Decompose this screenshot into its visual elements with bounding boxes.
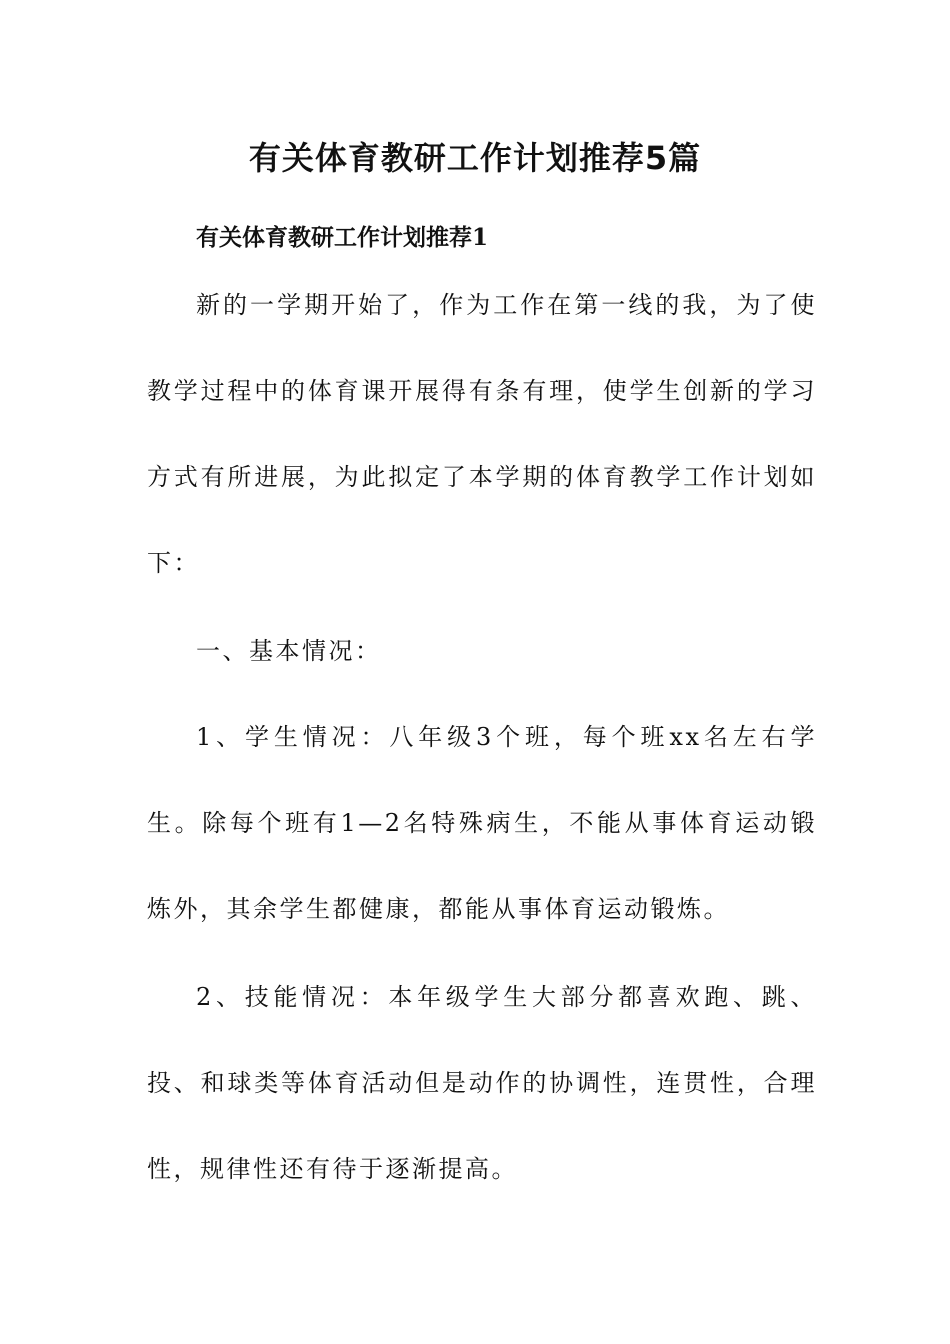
paragraph-skill-situation: 2、技能情况：本年级学生大部分都喜欢跑、跳、投、和球类等体育活动但是动作的协调性，连贯性，合理性，规律性还有待于逐渐提高。	[147, 983, 817, 1183]
paragraph-intro: 新的一学期开始了，作为工作在第一线的我，为了使教学过程中的体育课开展得有条有理，使学生创新的学习方式有所进展，为此拟定了本学期的体育教学工作计划如下：	[147, 291, 817, 577]
paragraph-basic-situation: 一、基本情况：	[196, 637, 382, 665]
document-title: 有关体育教研工作计划推荐5篇	[248, 139, 702, 177]
section-heading: 有关体育教研工作计划推荐1	[196, 224, 489, 251]
paragraph-student-situation: 1、学生情况：八年级3个班，每个班xx名左右学生。除每个班有1—2名特殊病生，不能从事体育运动锻炼外，其余学生都健康，都能从事体育运动锻炼。	[147, 723, 817, 923]
